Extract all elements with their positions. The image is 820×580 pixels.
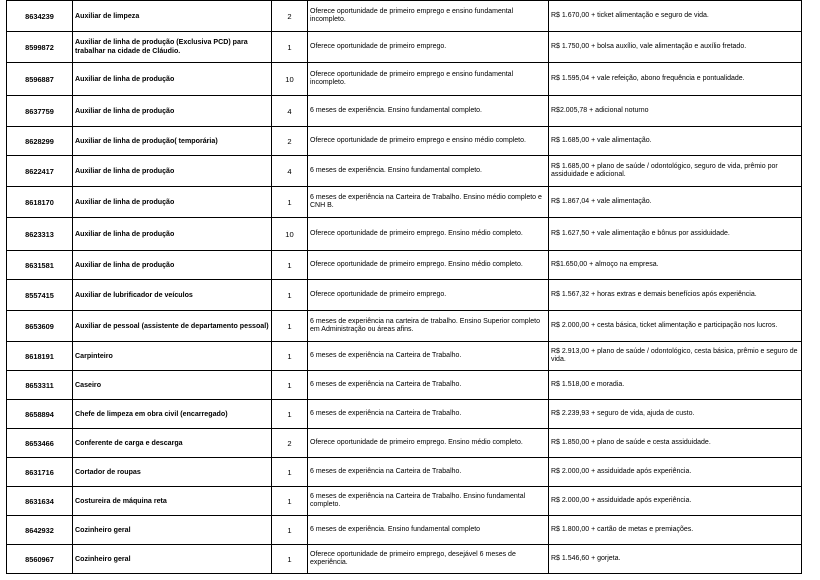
vacancy-count: 1 — [272, 516, 308, 545]
job-code: 8653609 — [7, 311, 73, 342]
job-title: Auxiliar de pessoal (assistente de departamento pessoal) — [73, 311, 272, 342]
job-salary-benefits: R$2.005,78 + adicional noturno — [549, 96, 802, 127]
job-code: 8631634 — [7, 487, 73, 516]
table-row — [7, 127, 802, 156]
job-salary-benefits: R$ 2.000,00 + cesta básica, ticket alimentação e participação nos lucros. — [549, 311, 802, 342]
job-code: 8618191 — [7, 342, 73, 371]
job-requirements: 6 meses de experiência na Carteira de Trabalho. Ensino médio completo e CNH B. — [308, 187, 549, 218]
job-title: Costureira de máquina reta — [73, 487, 272, 516]
job-title: Carpinteiro — [73, 342, 272, 371]
table-row — [7, 63, 802, 96]
job-salary-benefits: R$ 1.595,04 + vale refeição, abono frequência e pontualidade. — [549, 63, 802, 96]
job-code: 8628299 — [7, 127, 73, 156]
table-row — [7, 156, 802, 187]
job-title: Conferente de carga e descarga — [73, 429, 272, 458]
job-salary-benefits: R$ 1.567,32 + horas extras e demais benefícios após experiência. — [549, 280, 802, 311]
vacancy-count: 2 — [272, 127, 308, 156]
job-requirements: Oferece oportunidade de primeiro emprego e ensino fundamental incompleto. — [308, 63, 549, 96]
job-code: 8631581 — [7, 251, 73, 280]
table-row — [7, 458, 802, 487]
job-title: Auxiliar de linha de produção (Exclusiva PCD) para trabalhar na cidade de Cláudio. — [73, 32, 272, 63]
job-requirements: Oferece oportunidade de primeiro emprego, desejável 6 meses de experiência. — [308, 545, 549, 574]
job-code: 8560967 — [7, 545, 73, 574]
vacancy-count: 4 — [272, 156, 308, 187]
job-requirements: 6 meses de experiência na Carteira de Trabalho. — [308, 458, 549, 487]
job-requirements: 6 meses de experiência. Ensino fundamental completo. — [308, 96, 549, 127]
job-code: 8642932 — [7, 516, 73, 545]
job-code: 8634239 — [7, 1, 73, 32]
job-requirements: 6 meses de experiência na Carteira de Trabalho. — [308, 400, 549, 429]
job-code: 8658894 — [7, 400, 73, 429]
job-salary-benefits: R$ 2.000,00 + assiduidade após experiência. — [549, 487, 802, 516]
table-row — [7, 251, 802, 280]
job-salary-benefits: R$ 1.518,00 e moradia. — [549, 371, 802, 400]
job-code: 8618170 — [7, 187, 73, 218]
job-title: Cortador de roupas — [73, 458, 272, 487]
job-title: Cozinheiro geral — [73, 516, 272, 545]
table-row — [7, 280, 802, 311]
job-salary-benefits: R$ 1.685,00 + vale alimentação. — [549, 127, 802, 156]
job-salary-benefits: R$ 2.239,93 + seguro de vida, ajuda de custo. — [549, 400, 802, 429]
job-code: 8653466 — [7, 429, 73, 458]
job-title: Chefe de limpeza em obra civil (encarregado) — [73, 400, 272, 429]
job-requirements: 6 meses de experiência. Ensino fundamental completo — [308, 516, 549, 545]
job-salary-benefits: R$1.650,00 + almoço na empresa. — [549, 251, 802, 280]
job-code: 8637759 — [7, 96, 73, 127]
vacancy-count: 1 — [272, 187, 308, 218]
job-code: 8631716 — [7, 458, 73, 487]
job-title: Auxiliar de linha de produção — [73, 63, 272, 96]
job-salary-benefits: R$ 1.685,00 + plano de saúde / odontológico, seguro de vida, prêmio por assiduidade e adicional. — [549, 156, 802, 187]
vacancy-count: 1 — [272, 371, 308, 400]
job-salary-benefits: R$ 1.750,00 + bolsa auxílio, vale alimentação e auxílio fretado. — [549, 32, 802, 63]
vacancy-count: 1 — [272, 342, 308, 371]
table-row — [7, 96, 802, 127]
vacancy-count: 1 — [272, 32, 308, 63]
vacancy-count: 1 — [272, 400, 308, 429]
job-title: Auxiliar de linha de produção — [73, 251, 272, 280]
table-row — [7, 1, 802, 32]
vacancy-count: 1 — [272, 280, 308, 311]
job-requirements: Oferece oportunidade de primeiro emprego e ensino médio completo. — [308, 127, 549, 156]
job-requirements: Oferece oportunidade de primeiro emprego. Ensino médio completo. — [308, 251, 549, 280]
job-requirements: Oferece oportunidade de primeiro emprego. — [308, 280, 549, 311]
table-row — [7, 429, 802, 458]
table-row — [7, 516, 802, 545]
job-title: Caseiro — [73, 371, 272, 400]
table-row — [7, 32, 802, 63]
vacancy-count: 1 — [272, 251, 308, 280]
job-salary-benefits: R$ 1.850,00 + plano de saúde e cesta assiduidade. — [549, 429, 802, 458]
job-code: 8557415 — [7, 280, 73, 311]
job-salary-benefits: R$ 2.913,00 + plano de saúde / odontológico, cesta básica, prêmio e seguro de vida. — [549, 342, 802, 371]
job-title: Auxiliar de limpeza — [73, 1, 272, 32]
job-code: 8596887 — [7, 63, 73, 96]
job-requirements: Oferece oportunidade de primeiro emprego. — [308, 32, 549, 63]
table-row — [7, 187, 802, 218]
job-requirements: Oferece oportunidade de primeiro emprego e ensino fundamental incompleto. — [308, 1, 549, 32]
table-row — [7, 487, 802, 516]
job-title: Auxiliar de linha de produção — [73, 187, 272, 218]
table-row — [7, 342, 802, 371]
vacancy-count: 10 — [272, 63, 308, 96]
job-title: Auxiliar de lubrificador de veículos — [73, 280, 272, 311]
vacancy-count: 1 — [272, 545, 308, 574]
vacancy-count: 2 — [272, 1, 308, 32]
job-requirements: 6 meses de experiência na Carteira de Trabalho. — [308, 342, 549, 371]
job-table-body — [7, 1, 802, 574]
job-salary-benefits: R$ 2.000,00 + assiduidade após experiência. — [549, 458, 802, 487]
vacancy-count: 1 — [272, 487, 308, 516]
job-requirements: 6 meses de experiência na carteira de trabalho. Ensino Superior completo em Administração ou áreas afins. — [308, 311, 549, 342]
vacancy-count: 1 — [272, 311, 308, 342]
table-row — [7, 218, 802, 251]
job-code: 8599872 — [7, 32, 73, 63]
job-salary-benefits: R$ 1.800,00 + cartão de metas e premiações. — [549, 516, 802, 545]
job-table — [6, 0, 802, 574]
job-requirements: 6 meses de experiência. Ensino fundamental completo. — [308, 156, 549, 187]
job-title: Auxiliar de linha de produção — [73, 218, 272, 251]
job-requirements: Oferece oportunidade de primeiro emprego. Ensino médio completo. — [308, 429, 549, 458]
job-requirements: 6 meses de experiência na Carteira de Trabalho. Ensino fundamental completo. — [308, 487, 549, 516]
job-salary-benefits: R$ 1.670,00 + ticket alimentação e seguro de vida. — [549, 1, 802, 32]
table-row — [7, 545, 802, 574]
job-title: Cozinheiro geral — [73, 545, 272, 574]
job-salary-benefits: R$ 1.627,50 + vale alimentação e bônus por assiduidade. — [549, 218, 802, 251]
vacancy-count: 4 — [272, 96, 308, 127]
table-row — [7, 311, 802, 342]
job-code: 8623313 — [7, 218, 73, 251]
vacancy-count: 2 — [272, 429, 308, 458]
vacancy-count: 1 — [272, 458, 308, 487]
job-requirements: Oferece oportunidade de primeiro emprego. Ensino médio completo. — [308, 218, 549, 251]
job-salary-benefits: R$ 1.546,60 + gorjeta. — [549, 545, 802, 574]
job-title: Auxiliar de linha de produção — [73, 156, 272, 187]
job-requirements: 6 meses de experiência na Carteira de Trabalho. — [308, 371, 549, 400]
job-code: 8622417 — [7, 156, 73, 187]
table-row — [7, 371, 802, 400]
job-code: 8653311 — [7, 371, 73, 400]
job-title: Auxiliar de linha de produção( temporária) — [73, 127, 272, 156]
table-row — [7, 400, 802, 429]
job-salary-benefits: R$ 1.867,04 + vale alimentação. — [549, 187, 802, 218]
job-title: Auxiliar de linha de produção — [73, 96, 272, 127]
vacancy-count: 10 — [272, 218, 308, 251]
